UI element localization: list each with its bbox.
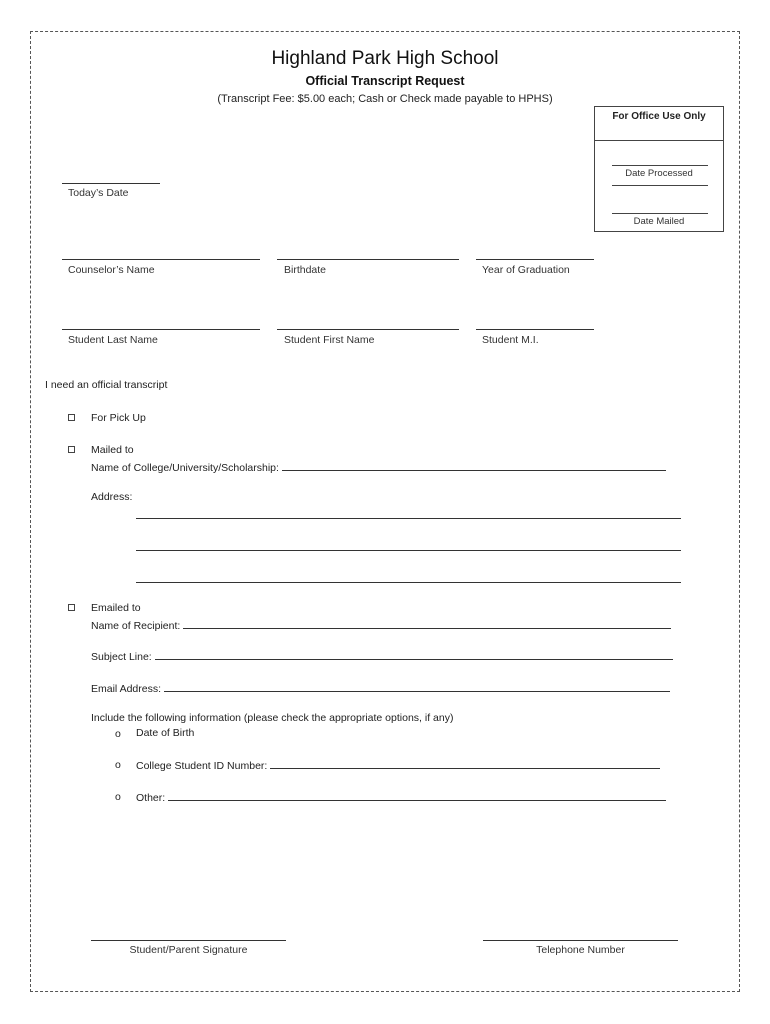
subject-field[interactable] (155, 649, 673, 660)
college-label: Name of College/University/Scholarship: (91, 462, 279, 474)
counselor-name-field[interactable] (62, 259, 260, 260)
subject-row (91, 649, 673, 663)
email-label: Email Address: (91, 683, 162, 695)
birthdate-label: Birthdate (284, 264, 327, 276)
graduation-year-label: Year of Graduation (482, 264, 570, 276)
student-first-name-field[interactable] (277, 329, 459, 330)
student-mi-field[interactable] (476, 329, 594, 330)
address-line-3[interactable] (136, 582, 681, 583)
counselor-name-label: Counselor’s Name (68, 264, 155, 276)
other-label: Other: (136, 792, 166, 804)
date-processed-field[interactable] (612, 165, 708, 166)
mailed-checkbox[interactable] (68, 446, 75, 453)
date-mailed-label: Date Mailed (633, 216, 685, 227)
college-row (91, 460, 666, 474)
office-use-box (594, 106, 724, 232)
dob-bullet[interactable]: o (115, 728, 121, 740)
transcript-intro: I need an official transcript (45, 379, 168, 391)
college-id-label: College Student ID Number: (136, 760, 268, 772)
birthdate-field[interactable] (277, 259, 459, 260)
telephone-label: Telephone Number (536, 944, 625, 956)
college-id-row (136, 758, 660, 772)
fee-note: (Transcript Fee: $5.00 each; Cash or Check made payable to HPHS) (217, 93, 553, 105)
include-label: Include the following information (please check the appropriate options, if any) (91, 712, 454, 724)
date-mailed-field[interactable] (612, 213, 708, 214)
student-mi-label: Student M.I. (482, 334, 539, 346)
student-first-name-label: Student First Name (284, 334, 375, 346)
graduation-year-field[interactable] (476, 259, 594, 260)
email-field[interactable] (164, 681, 670, 692)
address-label: Address: (91, 491, 133, 503)
recipient-label: Name of Recipient: (91, 620, 181, 632)
todays-date-field[interactable] (62, 183, 160, 184)
address-line-1[interactable] (136, 518, 681, 519)
emailed-checkbox[interactable] (68, 604, 75, 611)
signature-field[interactable] (91, 940, 286, 941)
telephone-field[interactable] (483, 940, 678, 941)
recipient-row (91, 618, 671, 632)
pickup-label: For Pick Up (91, 412, 146, 424)
date-processed-label: Date Processed (625, 168, 693, 179)
mailed-label: Mailed to (91, 444, 134, 456)
office-use-heading: For Office Use Only (595, 107, 723, 141)
subject-label: Subject Line: (91, 651, 152, 663)
college-field[interactable] (282, 460, 666, 471)
pickup-checkbox[interactable] (68, 414, 75, 421)
signature-label: Student/Parent Signature (129, 944, 248, 956)
student-last-name-label: Student Last Name (68, 334, 158, 346)
other-bullet[interactable]: o (115, 791, 121, 803)
address-line-2[interactable] (136, 550, 681, 551)
divider-line (612, 185, 708, 186)
todays-date-label: Today’s Date (68, 187, 129, 199)
email-row (91, 681, 670, 695)
other-row (136, 790, 666, 804)
recipient-field[interactable] (183, 618, 671, 629)
school-name: Highland Park High School (271, 48, 499, 69)
other-field[interactable] (168, 790, 666, 801)
form-title: Official Transcript Request (305, 74, 465, 88)
college-id-bullet[interactable]: o (115, 759, 121, 771)
dob-label: Date of Birth (136, 727, 195, 739)
emailed-label: Emailed to (91, 602, 141, 614)
student-last-name-field[interactable] (62, 329, 260, 330)
college-id-field[interactable] (270, 758, 660, 769)
